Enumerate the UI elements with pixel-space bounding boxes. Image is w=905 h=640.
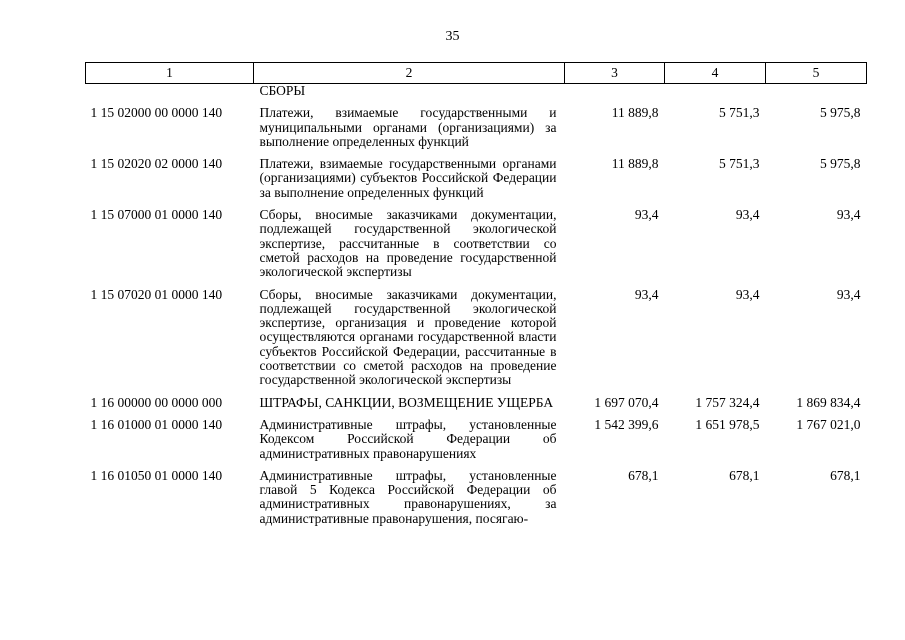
name-cell: Платежи, взимаемые государственными органами (организациями) субъектов Российской Федерации за выполнение определенных функций	[259, 156, 557, 200]
header-row	[86, 63, 867, 84]
value-2021-cell: 11 889,8	[611, 105, 659, 121]
code-cell: 1 16 00000 00 0000 000	[90, 394, 223, 410]
value-2022-cell: 5 751,3	[719, 156, 760, 172]
code-cell: 1 16 01050 01 0000 140	[90, 467, 223, 483]
value-2022-cell: 678,1	[729, 467, 760, 483]
code-cell: 1 15 02020 02 0000 140	[90, 156, 223, 172]
value-2021-cell: 1 697 070,4	[594, 394, 659, 410]
value-2023-cell: 1 869 834,4	[796, 394, 861, 410]
code-cell: 1 15 02000 00 0000 140	[90, 105, 223, 121]
value-2021-cell	[565, 84, 665, 99]
table-row	[86, 106, 867, 149]
table-row	[86, 84, 867, 99]
value-2023-cell: 678,1	[830, 467, 861, 483]
name-cell: Административные штрафы, установленные главой 5 Кодекса Российской Федерации об административных правонарушениях, за административные правонарушения, посягаю-	[259, 467, 557, 526]
value-2023-cell: 1 767 021,0	[796, 416, 861, 432]
table-row	[86, 157, 867, 200]
value-2022-cell	[665, 84, 766, 99]
value-2023-cell	[766, 84, 867, 99]
name-cell: ШТРАФЫ, САНКЦИИ, ВОЗМЕЩЕНИЕ УЩЕРБА	[259, 394, 554, 410]
table-row	[86, 418, 867, 461]
value-2023-cell: 93,4	[836, 207, 861, 223]
table-row	[86, 208, 867, 279]
table-row	[86, 396, 867, 410]
header-col-1: 1	[86, 63, 254, 84]
name-cell: СБОРЫ	[259, 83, 306, 98]
value-2021-cell: 1 542 399,6	[594, 416, 659, 432]
value-2022-cell: 93,4	[735, 207, 760, 223]
value-2021-cell: 11 889,8	[611, 156, 659, 172]
code-cell: 1 15 07000 01 0000 140	[90, 207, 223, 223]
value-2023-cell: 93,4	[836, 286, 861, 302]
value-2023-cell: 5 975,8	[820, 105, 861, 121]
header-col-3: 3	[565, 63, 665, 84]
value-2023-cell: 5 975,8	[820, 156, 861, 172]
value-2022-cell: 93,4	[735, 286, 760, 302]
name-cell: Сборы, вносимые заказчиками документации, подлежащей государственной экологической экспертизе, рассчитанные в соответствии со сметой расходов на проведение государственной экологической экспертизы	[259, 207, 557, 280]
table-row	[86, 288, 867, 388]
code-cell	[86, 84, 254, 99]
value-2021-cell: 93,4	[634, 286, 659, 302]
value-2022-cell: 5 751,3	[719, 105, 760, 121]
header-col-5: 5	[766, 63, 867, 84]
header-col-4: 4	[665, 63, 766, 84]
value-2021-cell: 93,4	[634, 207, 659, 223]
budget-table	[85, 62, 867, 526]
name-cell: Административные штрафы, установленные Кодексом Российской Федерации об административных правонарушениях	[259, 416, 557, 461]
table-row	[86, 469, 867, 526]
header-col-2: 2	[254, 63, 565, 84]
value-2021-cell: 678,1	[628, 467, 659, 483]
name-cell: Платежи, взимаемые государственными и муниципальными органами (организациями) за выполнение определенных функций	[259, 105, 557, 149]
code-cell: 1 15 07020 01 0000 140	[90, 286, 223, 302]
page-number: 35	[445, 29, 460, 44]
name-cell: Сборы, вносимые заказчиками документации, подлежащей государственной экологической экспертизе, организация и проведение которой осуществляются органами государственной власти субъектов Российской Федерации, рассчитанные в соответствии со сметой расходов на проведение государственной экологической экспертизы	[259, 286, 557, 388]
value-2022-cell: 1 757 324,4	[695, 394, 760, 410]
code-cell: 1 16 01000 01 0000 140	[90, 416, 223, 432]
value-2022-cell: 1 651 978,5	[695, 416, 760, 432]
